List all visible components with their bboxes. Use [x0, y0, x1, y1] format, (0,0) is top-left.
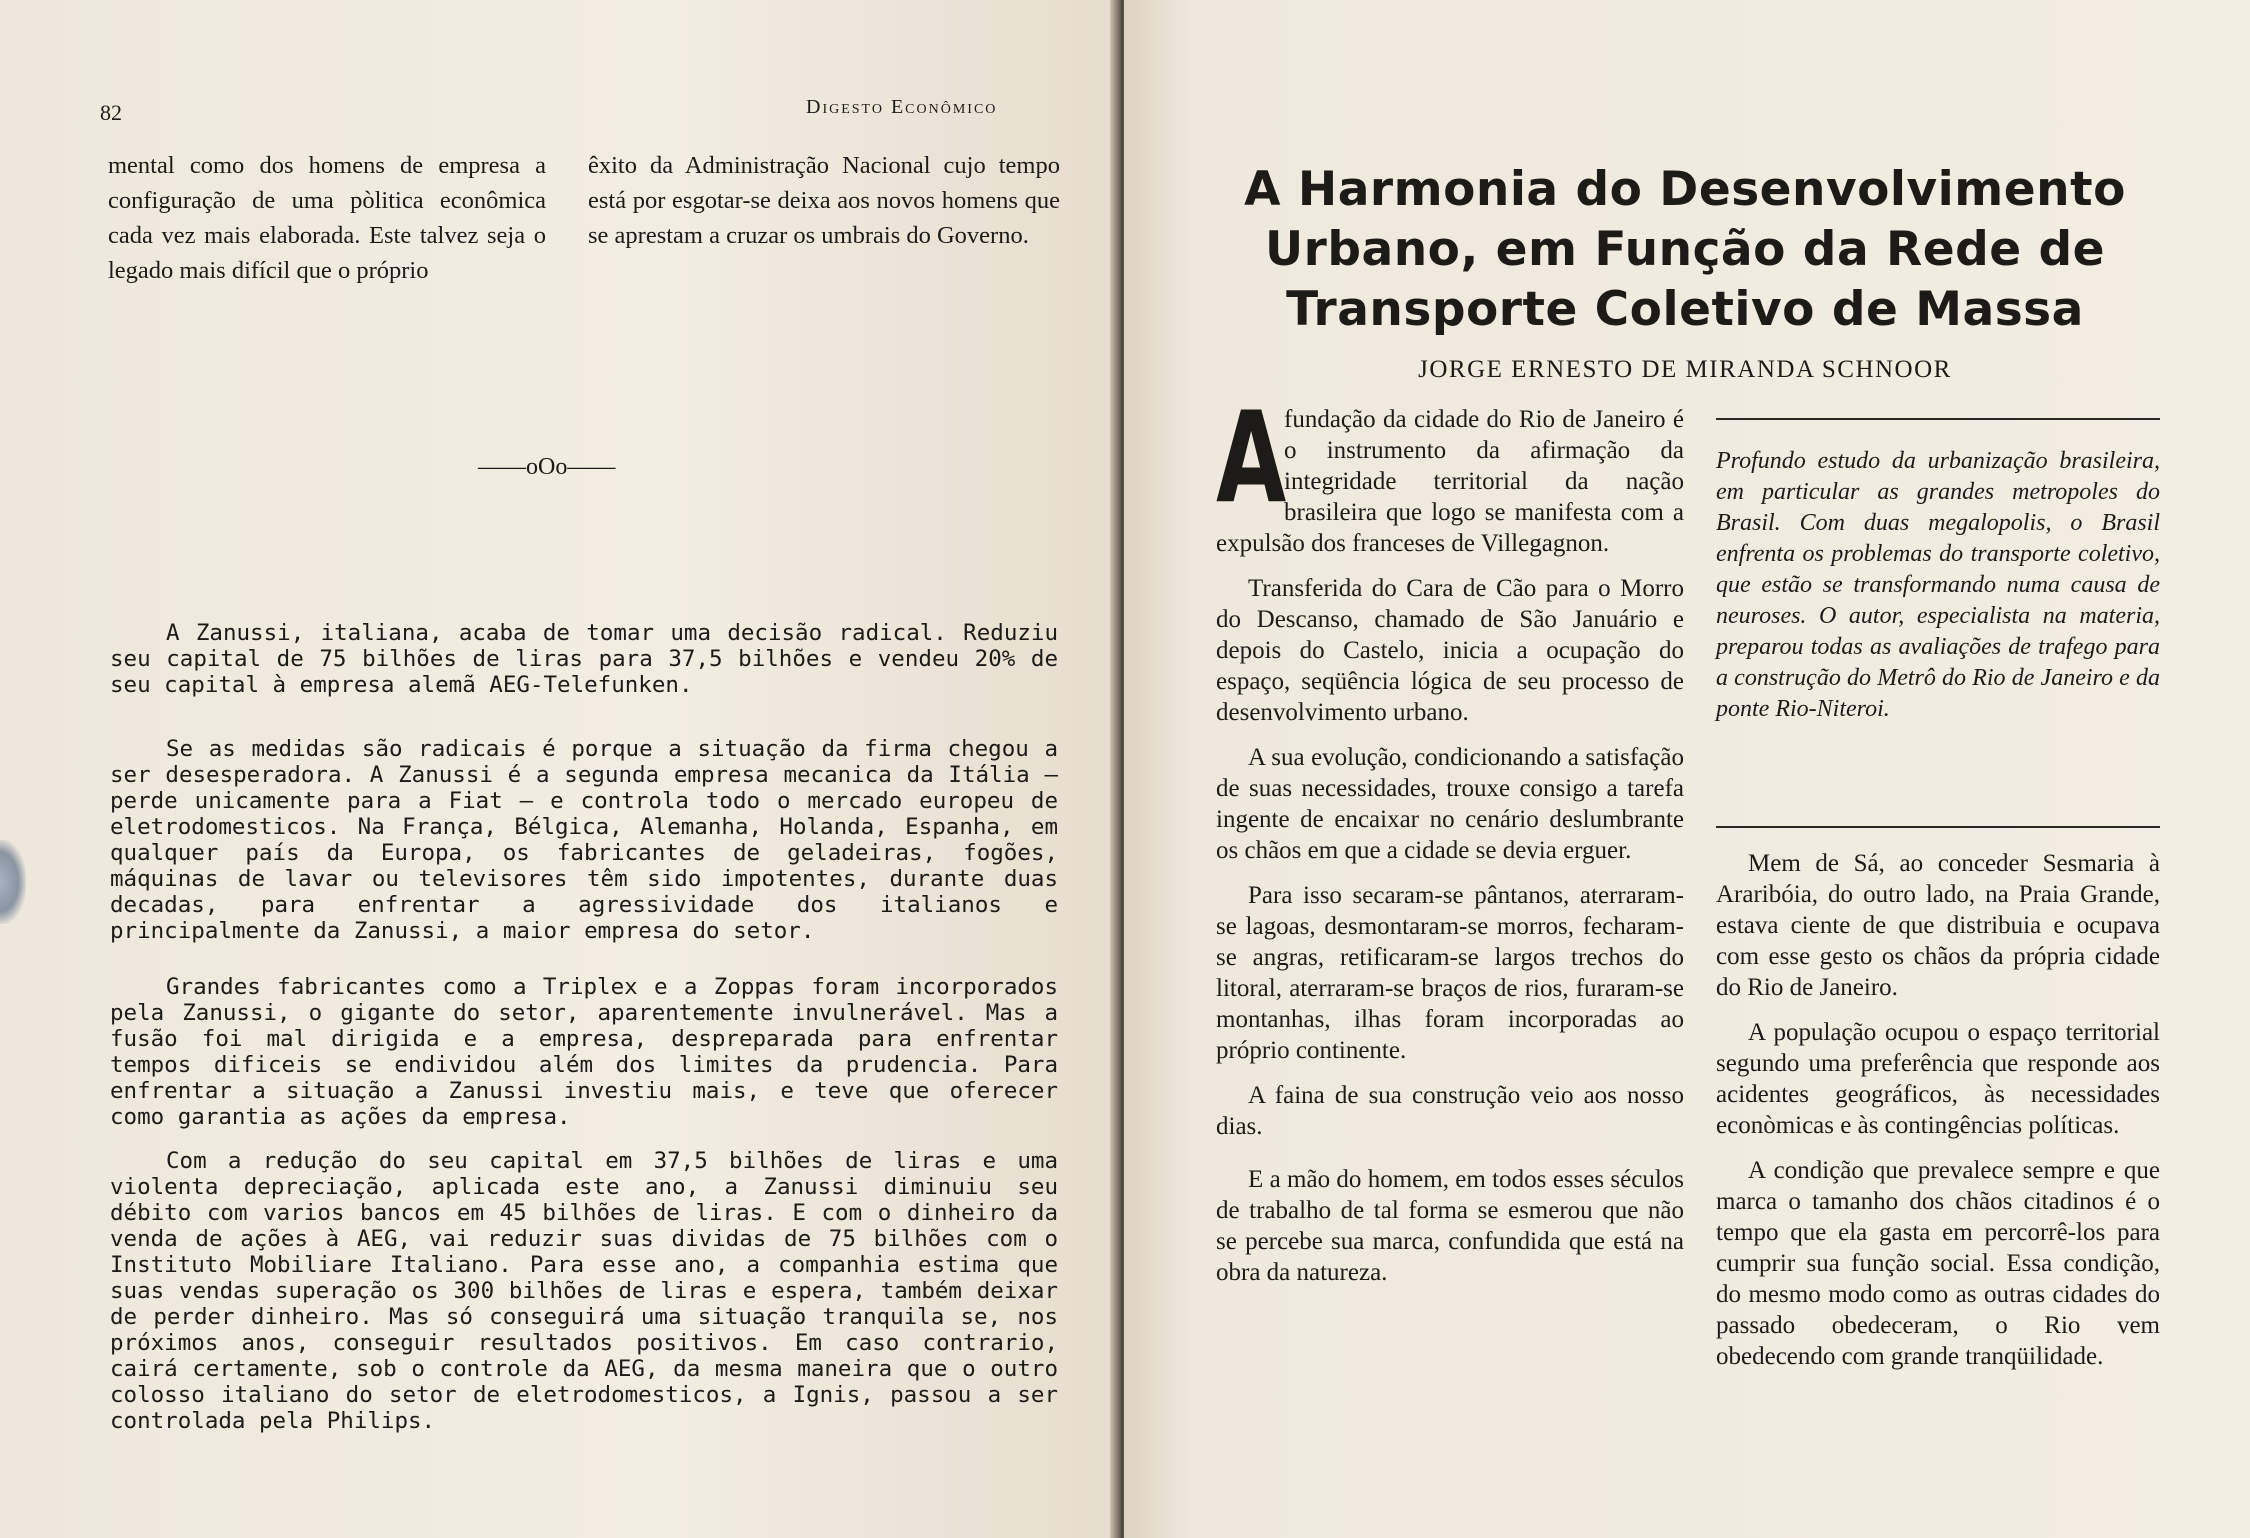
left-page	[0, 0, 1118, 1538]
section-divider: ——oOo——	[478, 454, 616, 480]
abstract-bottom-rule	[1716, 826, 2160, 828]
body-paragraph: A faina de sua construção veio aos nosso dias.	[1216, 1082, 1684, 1140]
body-paragraph: A população ocupou o espaço territorial segundo uma preferência que responde aos acidentes geográficos, às necessidades econòmicas e às contingências políticas.	[1716, 1019, 2160, 1139]
article-column-2	[1716, 848, 2160, 1386]
body-paragraph: A sua evolução, condicionando a satisfação de suas necessidades, trouxe consigo a tarefa ingente de encaixar no cenário deslumbrante os chãos em que a cidade se devia erguer.	[1216, 744, 1684, 864]
body-paragraph: Mem de Sá, ao conceder Sesmaria à Araribóia, do outro lado, na Praia Grande, estava ciente de que distribuia e ocupava com esse gesto os chãos da própria cidade do Rio de Janeiro.	[1716, 850, 2160, 1001]
opening-text: fundação da cidade do Rio de Janeiro é o instrumento da afirmação da integridade territorial da nação brasileira que logo se manifesta com a expulsão dos franceses de Villegagnon.	[1216, 406, 1684, 557]
body-paragraph: Transferida do Cara de Cão para o Morro do Descanso, chamado de São Januário e depois do Castelo, inicia a ocupação do espaço, seqüência lógica de seu processo de desenvolvimento urbano.	[1216, 575, 1684, 726]
body-paragraph: Para isso secaram-se pântanos, aterraram-se lagoas, desmontaram-se morros, fecharam-se angras, retificaram-se largos trechos do litoral, aterraram-se braços de rios, furaram-se montanhas, ilhas foram incorporadas ao próprio continente.	[1216, 882, 1684, 1064]
drop-cap: A	[1216, 384, 1287, 531]
zanussi-paragraph: Com a redução do seu capital em 37,5 bilhões de liras e uma violenta depreciação, aplicada este ano, a Zanussi diminuiu seu débito com varios bancos em 45 bilhões de liras. E com o dinheiro da venda de ações à AEG, vai reduzir suas dividas de 75 bilhões com o Instituto Mobiliare Italiano. Para esse ano, a companhia estima que suas vendas superação os 300 bilhões de liras e espera, também deixar de perder dinheiro. Mas só conseguirá uma situação tranquila se, nos próximos anos, conseguir resultados positivos. Em caso contrario, cairá certamente, sob o controle da AEG, da mesma maneira que o outro colosso italiano do setor de eletrodomesticos, a Ignis, passou a ser controlada pela Philips.	[110, 1148, 1058, 1434]
page-stain	[0, 840, 26, 924]
zanussi-paragraph: A Zanussi, italiana, acaba de tomar uma decisão radical. Reduziu seu capital de 75 bilhões de liras para 37,5 bilhões e vendeu 20% de seu capital à empresa alemã AEG-Telefunken.	[110, 620, 1058, 698]
page-number: 82	[100, 100, 122, 125]
article-author: JORGE ERNESTO DE MIRANDA SCHNOOR	[1418, 356, 1952, 383]
article-title: A Harmonia do Desenvolvimento Urbano, em Função da Rede de Transporte Coletivo de Massa	[1244, 162, 2126, 337]
running-head: Digesto Econômico	[806, 96, 998, 118]
body-paragraph: E a mão do homem, em todos esses séculos de trabalho de tal forma se esmerou que não se percebe sua marca, confundida que está na obra da natureza.	[1216, 1166, 1684, 1286]
abstract-top-rule	[1716, 418, 2160, 420]
opening-paragraph	[1216, 384, 1684, 559]
article-abstract: Profundo estudo da urbanização brasileira, em particular as grandes metropoles do Brasil. Com duas megalopolis, o Brasil enfrenta os problemas do transporte coletivo, que estão se transformando numa causa de neuroses. O autor, especialista na materia, preparou todas as avaliações de trafego para a construção do Metrô do Rio de Janeiro e da ponte Rio-Niteroi.	[1716, 448, 2160, 722]
article-continuation-col1: mental como dos homens de empresa a configuração de uma pòlitica econômica cada vez mais elaborada. Este talvez seja o legado mais difícil que o próprio	[108, 152, 546, 284]
body-paragraph: A condição que prevalece sempre e que marca o tamanho dos chãos citadinos é o tempo que ela gasta em percorrê-los para cumprir sua função social. Essa condição, do mesmo modo como as outras cidades do passado obedeceram, o Rio vem obedecendo com grande tranqüilidade.	[1716, 1157, 2160, 1370]
article-continuation-col2: êxito da Administração Nacional cujo tempo está por esgotar-se deixa aos novos homens que se aprestam a cruzar os umbrais do Governo.	[588, 152, 1060, 249]
article-column-1	[1216, 384, 1684, 1302]
zanussi-paragraph: Grandes fabricantes como a Triplex e a Zoppas foram incorporados pela Zanussi, o gigante do setor, aparentemente invulnerável. Mas a fusão foi mal dirigida e a empresa, despreparada para enfrentar tempos dificeis se endividou além dos limites da prudencia. Para enfrentar a situação a Zanussi investiu mais, e teve que oferecer como garantia as ações da empresa.	[110, 974, 1058, 1130]
zanussi-paragraph: Se as medidas são radicais é porque a situação da firma chegou a ser desesperadora. A Zanussi é a segunda empresa mecanica da Itália — perde unicamente para a Fiat — e controla todo o mercado europeu de eletrodomesticos. Na França, Bélgica, Alemanha, Holanda, Espanha, em qualquer país da Europa, os fabricantes de geladeiras, fogões, máquinas de lavar ou televisores têm sido impotentes, durante duas decadas, para enfrentar a agressividade dos italianos e principalmente da Zanussi, a maior empresa do setor.	[110, 736, 1058, 944]
